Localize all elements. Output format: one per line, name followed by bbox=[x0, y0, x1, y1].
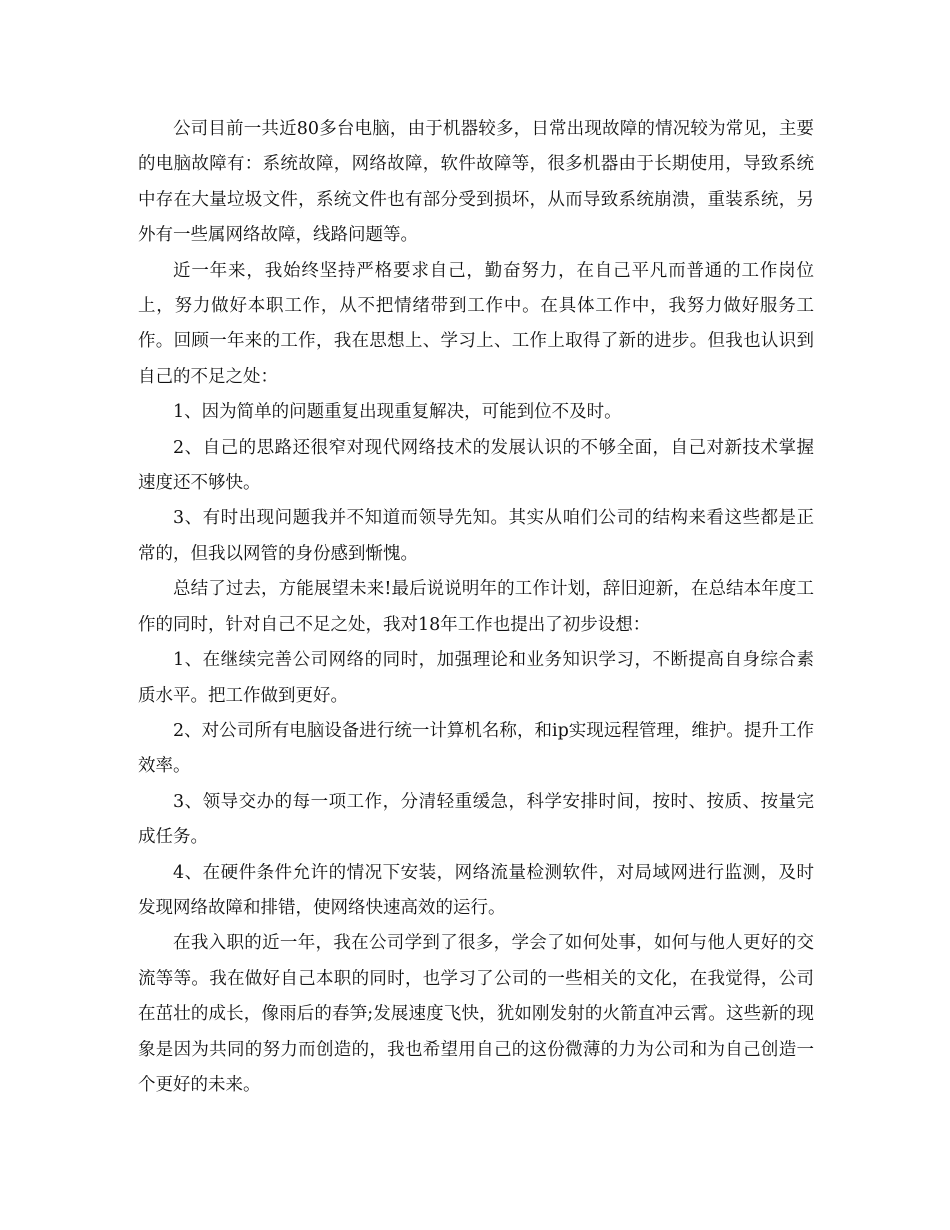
paragraph-plan-4: 4、在硬件条件允许的情况下安装，网络流量检测软件，对局域网进行监测，及时发现网络故障和排错，使网络快速高效的运行。 bbox=[138, 862, 814, 918]
paragraph-year-review: 近一年来，我始终坚持严格要求自己，勤奋努力，在自己平凡而普通的工作岗位上，努力做好本职工作，从不把情绪带到工作中。在具体工作中，我努力做好服务工作。回顾一年来的工作，我在思想上、学习上、工作上取得了新的进步。但我也认识到自己的不足之处： bbox=[138, 260, 814, 387]
paragraph-conclusion: 在我入职的近一年，我在公司学到了很多，学会了如何处事，如何与他人更好的交流等等。我在做好自己本职的同时，也学习了公司的一些相关的文化，在我觉得，公司在茁壮的成长，像雨后的春笋;发展速度飞快，犹如刚发射的火箭直冲云霄。这些新的现象是因为共同的努力而创造的，我也希望用自己的这份微薄的力为公司和为自己创造一个更好的未来。 bbox=[138, 933, 814, 1095]
paragraph-shortcoming-1: 1、因为简单的问题重复出现重复解决，可能到位不及时。 bbox=[173, 402, 622, 423]
paragraph-computer-faults: 公司目前一共近80多台电脑，由于机器较多，日常出现故障的情况较为常见，主要的电脑故障有：系统故障，网络故障，软件故障等，很多机器由于长期使用，导致系统中存在大量垃圾文件，系统文件也有部分受到损坏，从而导致系统崩溃，重装系统，另外有一些属网络故障，线路问题等。 bbox=[138, 119, 814, 246]
paragraph-shortcoming-3: 3、有时出现问题我并不知道而领导先知。其实从咱们公司的结构来看这些都是正常的，但我以网管的身份感到惭愧。 bbox=[138, 508, 814, 564]
paragraph-plan-1: 1、在继续完善公司网络的同时，加强理论和业务知识学习，不断提高自身综合素质水平。把工作做到更好。 bbox=[138, 650, 814, 706]
paragraph-plan-2: 2、对公司所有电脑设备进行统一计算机名称，和ip实现远程管理，维护。提升工作效率。 bbox=[138, 720, 814, 777]
paragraph-plan-3: 3、领导交办的每一项工作，分清轻重缓急，科学安排时间，按时、按质、按量完成任务。 bbox=[138, 791, 814, 848]
document-body bbox=[138, 112, 814, 1103]
paragraph-shortcoming-2: 2、自己的思路还很窄对现代网络技术的发展认识的不够全面，自己对新技术掌握速度还不够快。 bbox=[138, 437, 814, 494]
paragraph-plan-intro: 总结了过去，方能展望未来!最后说说明年的工作计划，辞旧迎新，在总结本年度工作的同时，针对自己不足之处，我对18年工作也提出了初步设想： bbox=[138, 579, 814, 635]
